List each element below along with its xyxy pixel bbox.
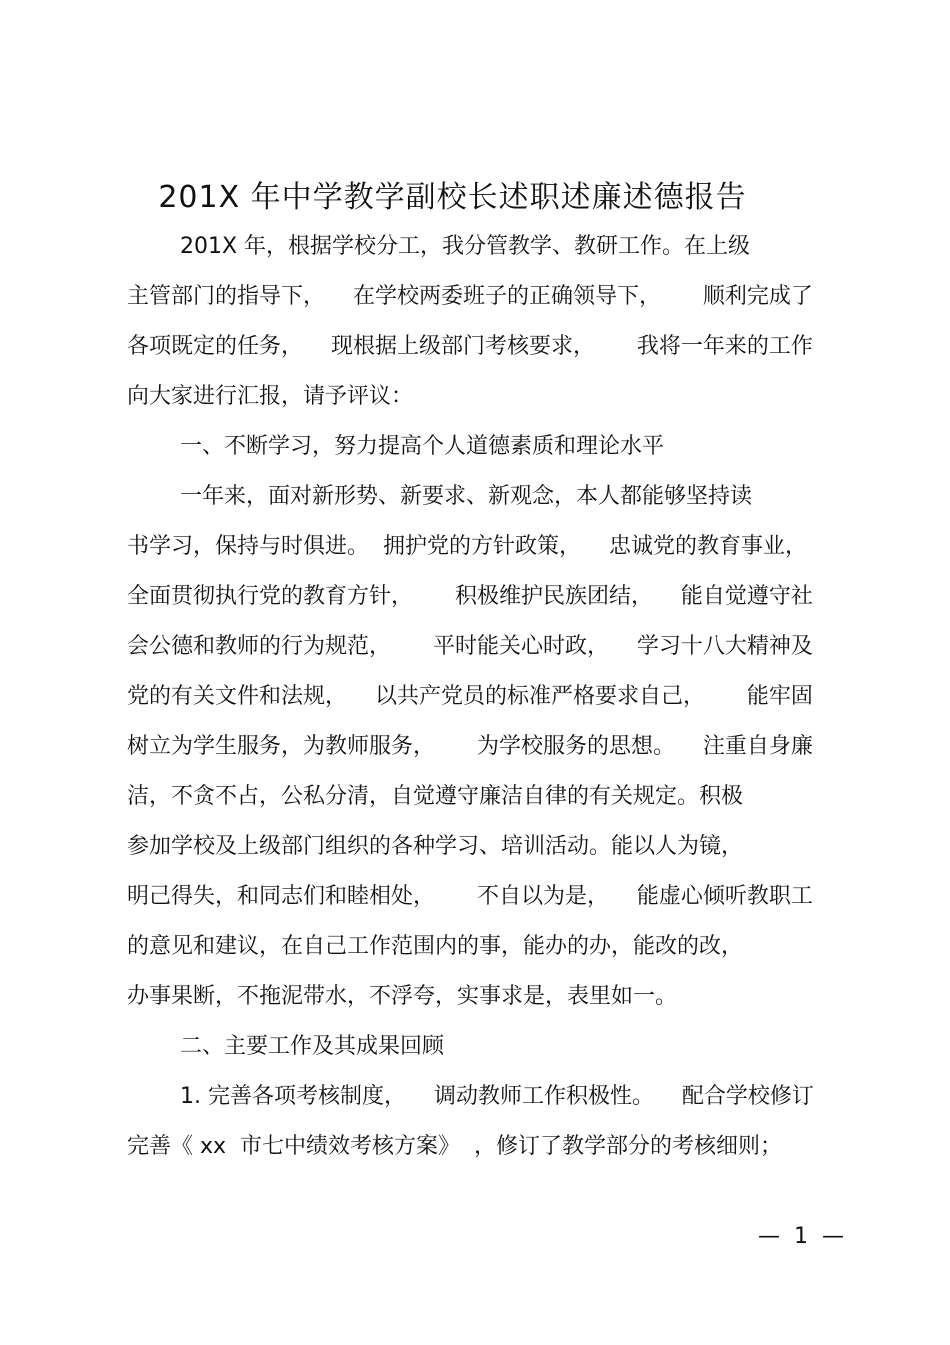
paragraph-line: 会公德和教师的行为规范， 平时能关心时政， 学习十八大精神及 <box>127 634 813 659</box>
section-heading: 二、主要工作及其成果回顾 <box>180 1034 445 1059</box>
paragraph-line: 明己得失，和同志们和睦相处， 不自以为是， 能虚心倾听教职工 <box>127 884 813 909</box>
section-heading: 一、不断学习，努力提高个人道德素质和理论水平 <box>180 434 665 459</box>
paragraph-line: 各项既定的任务， 现根据上级部门考核要求， 我将一年来的工作 <box>127 334 813 359</box>
paragraph-line: 1. 完善各项考核制度， 调动教师工作积极性。 配合学校修订 <box>180 1084 814 1109</box>
paragraph-line: 党的有关文件和法规， 以共产党员的标准严格要求自己， 能牢固 <box>127 684 813 709</box>
page-number: — 1 — <box>758 1224 844 1249</box>
paragraph-line: 向大家进行汇报，请予评议： <box>127 384 414 409</box>
paragraph-line: 的意见和建议，在自己工作范围内的事，能办的办，能改的改， <box>127 934 744 959</box>
paragraph-line: 办事果断，不拖泥带水，不浮夸，实事求是，表里如一。 <box>127 984 678 1009</box>
paragraph-line: 树立为学生服务，为教师服务， 为学校服务的思想。 注重自身廉 <box>127 734 813 759</box>
document-title: 201X 年中学教学副校长述职述廉述德报告 <box>158 180 747 215</box>
paragraph-line: 全面贯彻执行党的教育方针， 积极维护民族团结， 能自觉遵守社 <box>127 584 813 609</box>
paragraph-line: 主管部门的指导下， 在学校两委班子的正确领导下， 顺利完成了 <box>127 284 813 309</box>
paragraph-line: 洁，不贪不占，公私分清，自觉遵守廉洁自律的有关规定。积极 <box>127 784 744 809</box>
paragraph-line: 一年来，面对新形势、新要求、新观念，本人都能够坚持读 <box>180 484 753 509</box>
paragraph-line: 书学习，保持与时俱进。 拥护党的方针政策， 忠诚党的教育事业， <box>127 534 807 559</box>
paragraph-line: 完善《 xx 市七中绩效考核方案》 ，修订了教学部分的考核细则； <box>127 1134 783 1159</box>
paragraph-line: 参加学校及上级部门组织的各种学习、培训活动。能以人为镜， <box>127 834 744 859</box>
paragraph-line: 201X 年，根据学校分工，我分管教学、教研工作。在上级 <box>180 234 751 259</box>
